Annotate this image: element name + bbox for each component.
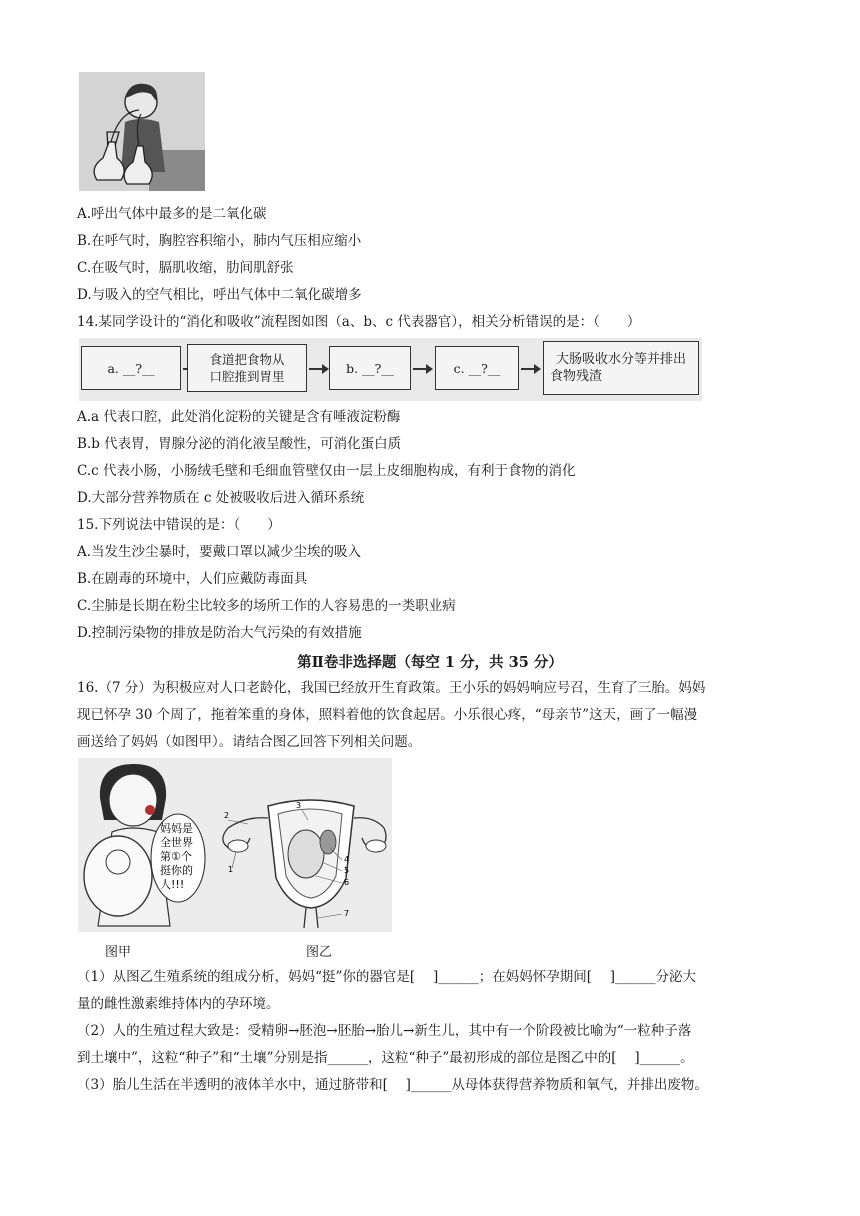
flow-box-c: c. __?__ <box>435 346 519 390</box>
q16-stem-line3: 画送给了妈妈（如图甲）。请结合图乙回答下列相关问题。 <box>77 734 422 750</box>
right-ovary <box>366 840 386 852</box>
left-ovary <box>228 840 248 852</box>
speech-bubble-line5: 人!!! <box>160 878 185 891</box>
q13-option-c: C.在吸气时，膈肌收缩，肋间肌舒张 <box>77 260 294 276</box>
flow-box-esophagus <box>187 344 307 392</box>
diagram-label-4: 4 <box>344 855 350 864</box>
q13-option-d: D.与吸入的空气相比，呼出气体中二氧化碳增多 <box>77 287 362 303</box>
q16-figure <box>78 758 392 932</box>
q15-option-d: D.控制污染物的排放是防治大气污染的有效措施 <box>77 625 362 641</box>
flow-box-esophagus-line1: 食道把食物从 <box>209 352 285 367</box>
flow-box-b: b. __?__ <box>329 346 411 390</box>
q14-option-d: D.大部分营养物质在 c 处被吸收后进入循环系统 <box>77 490 365 506</box>
q14-option-a: A.a 代表口腔，此处消化淀粉的关键是含有唾液淀粉酶 <box>77 409 401 425</box>
placenta <box>320 830 336 854</box>
q16-sub2-line2: 到土壤中”，这粒“种子”和“土壤”分别是指______，这粒“种子”最初形成的部位是图乙中的[ ]______。 <box>77 1050 694 1066</box>
flow-box-large-intestine-line1: 大肠吸收水分等并排出 <box>555 352 686 367</box>
breathing-experiment-illustration <box>79 72 205 191</box>
q15-option-c: C.尘肺是长期在粉尘比较多的场所工作的人容易患的一类职业病 <box>77 598 456 614</box>
q14-stem: 14.某同学设计的“消化和吸收”流程图如图（a、b、c 代表器官），相关分析错误的是：（ ） <box>77 314 641 330</box>
diagram-label-1: 1 <box>228 865 234 874</box>
q16-stem-line2: 现已怀孕 30 个周了，拖着笨重的身体，照料着他的饮食起居。小乐很心疼，“母亲节”这天，画了一幅漫 <box>77 707 698 723</box>
figure-caption-a: 图甲 <box>105 945 132 960</box>
q16-stem-line1: 16.（7 分）为积极应对人口老龄化，我国已经放开生育政策。王小乐的妈妈响应号召，生育了三胎。妈妈 <box>77 680 706 696</box>
mother-cheek <box>145 805 155 815</box>
q15-stem: 15.下列说法中错误的是：（ ） <box>77 517 281 533</box>
flow-arrow-3 <box>413 368 427 370</box>
flow-box-esophagus-line2: 口腔推到胃里 <box>209 369 285 384</box>
diagram-label-6: 6 <box>344 878 350 887</box>
q15-option-b: B.在剧毒的环境中，人们应戴防毒面具 <box>77 571 308 587</box>
q13-option-b: B.在呼气时，胸腔容积缩小，肺内气压相应缩小 <box>77 233 362 249</box>
digestion-flow-chart <box>79 338 702 401</box>
flow-arrow-2 <box>309 368 323 370</box>
q16-sub3-line1: （3）胎儿生活在半透明的液体羊水中，通过脐带和[ ]______从母体获得营养物质和氧气，并排出废物。 <box>77 1077 708 1093</box>
q16-sub2-line1: （2）人的生殖过程大致是：受精卵→胚泡→胚胎→胎儿→新生儿，其中有一个阶段被比喻为“一粒种子落 <box>77 1023 692 1039</box>
flow-box-large-intestine <box>543 341 699 395</box>
mother-belly <box>84 836 152 916</box>
q14-option-c: C.c 代表小肠，小肠绒毛壁和毛细血管壁仅由一层上皮细胞构成，有利于食物的消化 <box>77 463 576 479</box>
q16-sub1-line2: 量的雌性激素维持体内的孕环境。 <box>77 996 280 1012</box>
speech-bubble-line2: 全世界 <box>160 836 193 849</box>
speech-bubble-line4: 挺你的 <box>160 864 193 877</box>
speech-bubble-line1: 妈妈是 <box>160 822 193 835</box>
q13-option-a: A.呼出气体中最多的是二氧化碳 <box>77 206 267 222</box>
q16-sub1-line1: （1）从图乙生殖系统的组成分析，妈妈“挺”你的器官是[ ]______；在妈妈怀孕期间[ ]______分泌大 <box>77 969 697 985</box>
figure-caption-b: 图乙 <box>306 945 333 960</box>
flow-box-a: a. __?__ <box>81 346 181 390</box>
q15-option-a: A.当发生沙尘暴时，要戴口罩以减少尘埃的吸入 <box>77 544 362 560</box>
flow-arrow-4 <box>521 368 535 370</box>
diagram-label-5: 5 <box>344 866 350 875</box>
q14-option-b: B.b 代表胃，胃腺分泌的消化液呈酸性，可消化蛋白质 <box>77 436 402 452</box>
q16-figure-illustration <box>78 758 392 932</box>
fetus <box>288 830 324 878</box>
speech-bubble-line3: 第①个 <box>160 850 192 863</box>
diagram-label-7: 7 <box>344 909 350 918</box>
flow-box-large-intestine-line2: 食物残渣 <box>550 369 603 384</box>
diagram-label-3: 3 <box>296 801 302 810</box>
breathing-experiment-photo <box>79 72 205 191</box>
section-2-title: 第Ⅱ卷非选择题（每空 1 分，共 35 分） <box>297 654 563 671</box>
diagram-label-2: 2 <box>224 811 230 820</box>
mother-face <box>109 774 157 826</box>
